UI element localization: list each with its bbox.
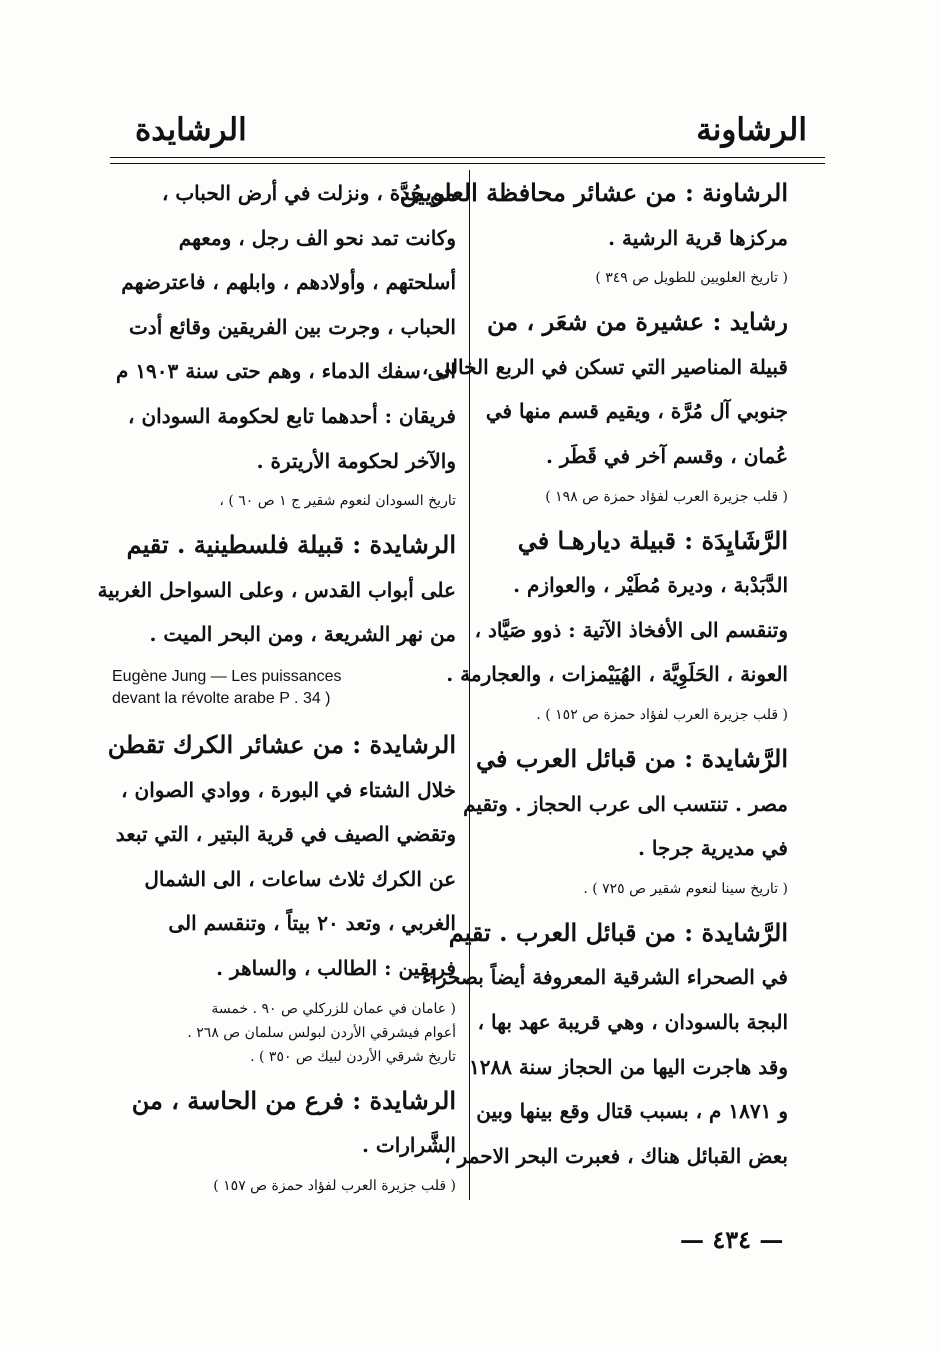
source-citation: تاريخ السودان لنعوم شقير ج ١ ص ٦٠ ) ، (219, 493, 456, 510)
source-citation: ( قلب جزيرة العرب لفؤاد حمزة ص ١٥٢ ) . (536, 706, 788, 723)
text-line: بعض القبائل هناك ، فعبرت البحر الاحمر ، (444, 1143, 788, 1168)
header-rule-bottom (110, 163, 825, 164)
header-rule-top (110, 157, 825, 158)
text-line: في الصحراء الشرقية المعروفة أيضاً بصحراء (421, 965, 788, 990)
running-header-right: الرشاونة (696, 112, 807, 148)
text-line: في مديرية جرجا . (637, 836, 788, 861)
entry-heading-line: الرَّشايدة : من قبائل العرب في (475, 743, 788, 773)
text-line: عن الكرك ثلاث ساعات ، الى الشمال (144, 866, 456, 891)
text-line: العونة ، الحَلَوِيَّة ، الهُيَيْمزات ، والعجارمة . (446, 662, 788, 687)
text-line: الغربي ، وتعد ٢٠ بيتاً ، وتنقسم الى (168, 911, 456, 936)
text-line: الدَّبَدْبة ، وديرة مُطَيْر ، والعوازم . (513, 573, 788, 598)
entry-heading-line: رشايد : عشيرة من شعَر ، من (487, 307, 788, 337)
latin-citation: Eugène Jung — Les puissances (112, 667, 342, 685)
text-line: من جُدَّة ، ونزلت في أرض الحباب ، (161, 181, 456, 205)
entry-heading-line: الرشاونة : من عشائر محافظة العلويين (399, 178, 788, 207)
text-line: جنوبي آل مُرَّة ، ويقيم قسم منها في (485, 399, 788, 424)
text-line: الى سفك الدماء ، وهم حتى سنة ١٩٠٣ م (115, 359, 456, 384)
text-line: والآخر لحكومة الأريترة . (256, 448, 456, 473)
text-line: وكانت تمد نحو الف رجل ، ومعهم (178, 225, 456, 250)
text-line: البجة بالسودان ، وهي قريبة عهد بها ، (477, 1009, 788, 1034)
text-line: وقد هاجرت اليها من الحجاز سنة ١٢٨٨ (468, 1054, 788, 1079)
text-line: فريقين : الطالب ، والساهر . (216, 955, 456, 980)
source-citation: ( تاريخ سينا لنعوم شقير ص ٧٢٥ ) . (583, 880, 788, 897)
entry-heading-line: الرَّشَايِدَة : قبيلة ديارهـا في (517, 525, 788, 555)
source-citation: ( قلب جزيرة العرب لفؤاد حمزة ص ١٩٨ ) (545, 488, 788, 505)
entry-heading-line: الرشايدة : قبيلة فلسطينية . تقيم (126, 530, 456, 560)
text-line: وتنقسم الى الأفخاذ الآتية : ذوو صَيَّاد ، (474, 617, 788, 642)
latin-citation: devant la révolte arabe P . 34 ) (112, 689, 331, 707)
running-header-left: الرشايدة (135, 112, 247, 148)
entry-heading-line: الرشايدة : فرع من الحاسة ، من (131, 1085, 456, 1115)
text-line: مصر . تنتسب الى عرب الحجاز . وتقيم (463, 791, 788, 816)
text-line: عُمان ، وقسم آخر في قَطَر . (545, 443, 788, 468)
text-line: فريقان : أحدهما تابع لحكومة السودان ، (128, 403, 456, 428)
left-column (97, 180, 456, 1217)
text-line: خلال الشتاء في البورة ، ووادي الصوان ، (121, 777, 456, 802)
text-line: و ١٨٧١ م ، بسبب قتال وقع بينها وبين (476, 1099, 788, 1124)
text-line: أسلحتهم ، وأولادهم ، وابلهم ، فاعترضهم (121, 270, 456, 295)
text-line: من نهر الشريعة ، ومن البحر الميت . (149, 622, 456, 647)
text-line: قبيلة المناصير التي تسكن في الربع الخالي ، (421, 354, 788, 379)
page-number: — ٤٣٤ — (680, 1225, 784, 1254)
text-line: وتقضي الصيف في قرية البتير ، التي تبعد (115, 822, 456, 847)
text-line: مركزها قرية الرشية . (608, 225, 788, 250)
source-citation: ( قلب جزيرة العرب لفؤاد حمزة ص ١٥٧ ) (213, 1177, 456, 1194)
text-line: الحباب ، وجرت بين الفريقين وقائع أدت (128, 314, 456, 339)
source-citation: ( عامان في عمان للزركلي ص ٩٠ . خمسة (211, 1000, 456, 1017)
entry-heading-line: الرشايدة : من عشائر الكرك تقطن (107, 729, 456, 759)
text-line: الشَّرارات . (361, 1133, 456, 1158)
entry-heading-line: الرَّشايدة : من قبائل العرب . تقيم (448, 917, 788, 947)
source-citation: ( تاريخ العلويين للطويل ص ٣٤٩ ) (595, 270, 788, 287)
source-citation: تاريخ شرقي الأردن لبيك ص ٣٥٠ ) . (250, 1048, 456, 1065)
source-citation: أعوام فيشرقي الأردن لبولس سلمان ص ٢٦٨ . (187, 1024, 456, 1041)
text-line: على أبواب القدس ، وعلى السواحل الغربية (97, 577, 456, 602)
